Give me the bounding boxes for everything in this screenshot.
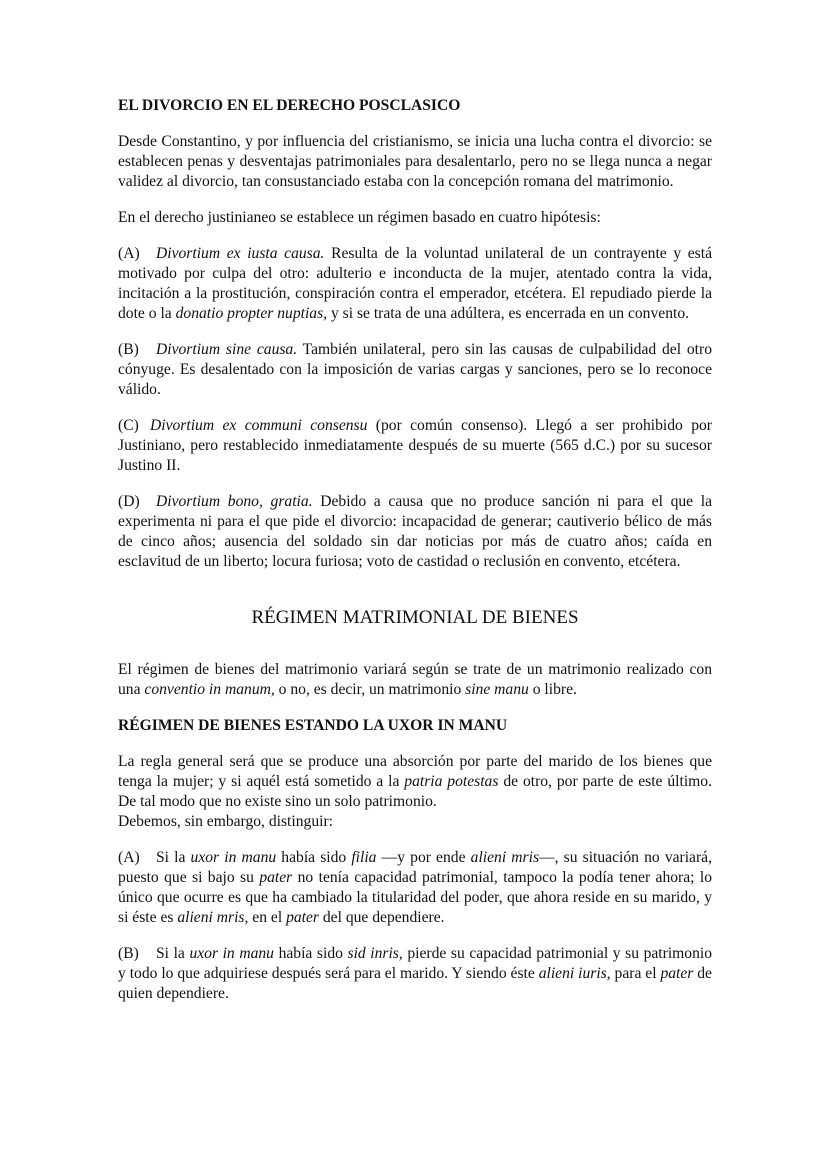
item-tag: (D)	[118, 493, 140, 510]
case-a: (A) Si la uxor in manu había sido filia —y por ende alieni mris—, su situación no variará, puesto que si bajo su pater no tenía capacidad patrimonial, tampoco la podía tener ahora; lo único que ocurre es que ha cambiado la titularidad del poder, que ahora reside en su marido, y si éste es alieni mris, en el pater del que dependiere.	[118, 849, 713, 926]
latin-term: pater	[286, 909, 319, 926]
latin-term: sine manu	[465, 681, 529, 698]
section-heading-uxor-in-manu: RÉGIMEN DE BIENES ESTANDO LA UXOR IN MANU	[118, 717, 508, 734]
latin-term: Divortium ex communi consensu	[150, 417, 368, 434]
latin-term: Divortium sine causa.	[156, 341, 298, 358]
latin-term: Divortium bono, gratia.	[156, 493, 313, 510]
item-tag: (C)	[118, 417, 139, 434]
latin-term: alieni mris,	[177, 909, 249, 926]
paragraph-distinguir: Debemos, sin embargo, distinguir:	[118, 813, 333, 830]
section-heading-divorcio: EL DIVORCIO EN EL DERECHO POSCLASICO	[118, 97, 461, 114]
latin-term: uxor in manu	[190, 849, 277, 866]
hypothesis-c: (C) Divortium ex communi consensu (por común consenso). Llegó a ser prohibido por Justiniano, pero restablecido inmediatamente después de su muerte (565 d.C.) por su sucesor Justino II.	[118, 417, 712, 474]
latin-term: donatio propter nuptias,	[175, 305, 328, 322]
hypothesis-b: (B) Divortium sine causa. También unilateral, pero sin las causas de culpabilidad del otro cónyuge. Es desalentado con la imposición de varias cargas y sanciones, pero se lo reconoce válido.	[118, 341, 712, 398]
latin-term: pater	[259, 869, 293, 886]
paragraph-regla-general: La regla general será que se produce una absorción por parte del marido de los bienes que tenga la mujer; y si aquél está sometido a la patria potestas de otro, por parte de este último. De tal modo que no existe sino un solo patrimonio.	[118, 753, 712, 810]
document-page	[118, 96, 712, 1020]
latin-term: filia	[351, 849, 377, 866]
paragraph-lead: En el derecho justinianeo se establece un régimen basado en cuatro hipótesis:	[118, 209, 601, 226]
item-tag: (A)	[118, 849, 140, 866]
item-tag: (B)	[118, 341, 139, 358]
latin-term: sid inris,	[347, 945, 403, 962]
latin-term: patria potestas	[404, 773, 499, 790]
latin-term: conventio in manum,	[144, 681, 275, 698]
latin-term: Divortium ex iusta causa.	[156, 245, 325, 262]
latin-term: uxor in manu	[189, 945, 274, 962]
paragraph-intro: Desde Constantino, y por influencia del cristianismo, se inicia una lucha contra el divorcio: se establecen penas y desventajas patrimoniales para desalentarlo, pero no se llega nunca a negar validez al divorcio, tan consustanciado estaba con la concepción romana del matrimonio.	[118, 133, 712, 190]
item-tag: (B)	[118, 945, 139, 962]
latin-term: alieni mris	[470, 849, 540, 866]
paragraph-regimen: El régimen de bienes del matrimonio variará según se trate de un matrimonio realizado con una conventio in manum, o no, es decir, un matrimonio sine manu o libre.	[118, 661, 712, 698]
hypothesis-a: (A) Divortium ex iusta causa. Resulta de la voluntad unilateral de un contrayente y está motivado por culpa del otro: adulterio e inconducta de la mujer, atentado contra la vida, incitación a la prostitución, conspiración contra el emperador, etcétera. El repudiado pierde la dote o la donatio propter nuptias, y si se trata de una adúltera, es encerrada en un convento.	[118, 245, 712, 322]
case-b: (B) Si la uxor in manu había sido sid inris, pierde su capacidad patrimonial y su patrimonio y todo lo que adquiriese después será para el marido. Y siendo éste alieni iuris, para el pater de quien dependiere.	[118, 945, 712, 1002]
hypothesis-d: (D) Divortium bono, gratia. Debido a causa que no produce sanción ni para el que la experimenta ni para el que pide el divorcio: incapacidad de generar; cautiverio bélico de más de cinco años; ausencia del soldado sin dar noticias por más de cuatro años; caída en esclavitud de un liberto; locura furiosa; voto de castidad o reclusión en convento, etcétera.	[118, 493, 713, 570]
item-tag: (A)	[118, 245, 140, 262]
latin-term: pater	[660, 965, 694, 982]
latin-term: alieni iuris,	[538, 965, 611, 982]
section-title-regimen: RÉGIMEN MATRIMONIAL DE BIENES	[251, 607, 579, 628]
